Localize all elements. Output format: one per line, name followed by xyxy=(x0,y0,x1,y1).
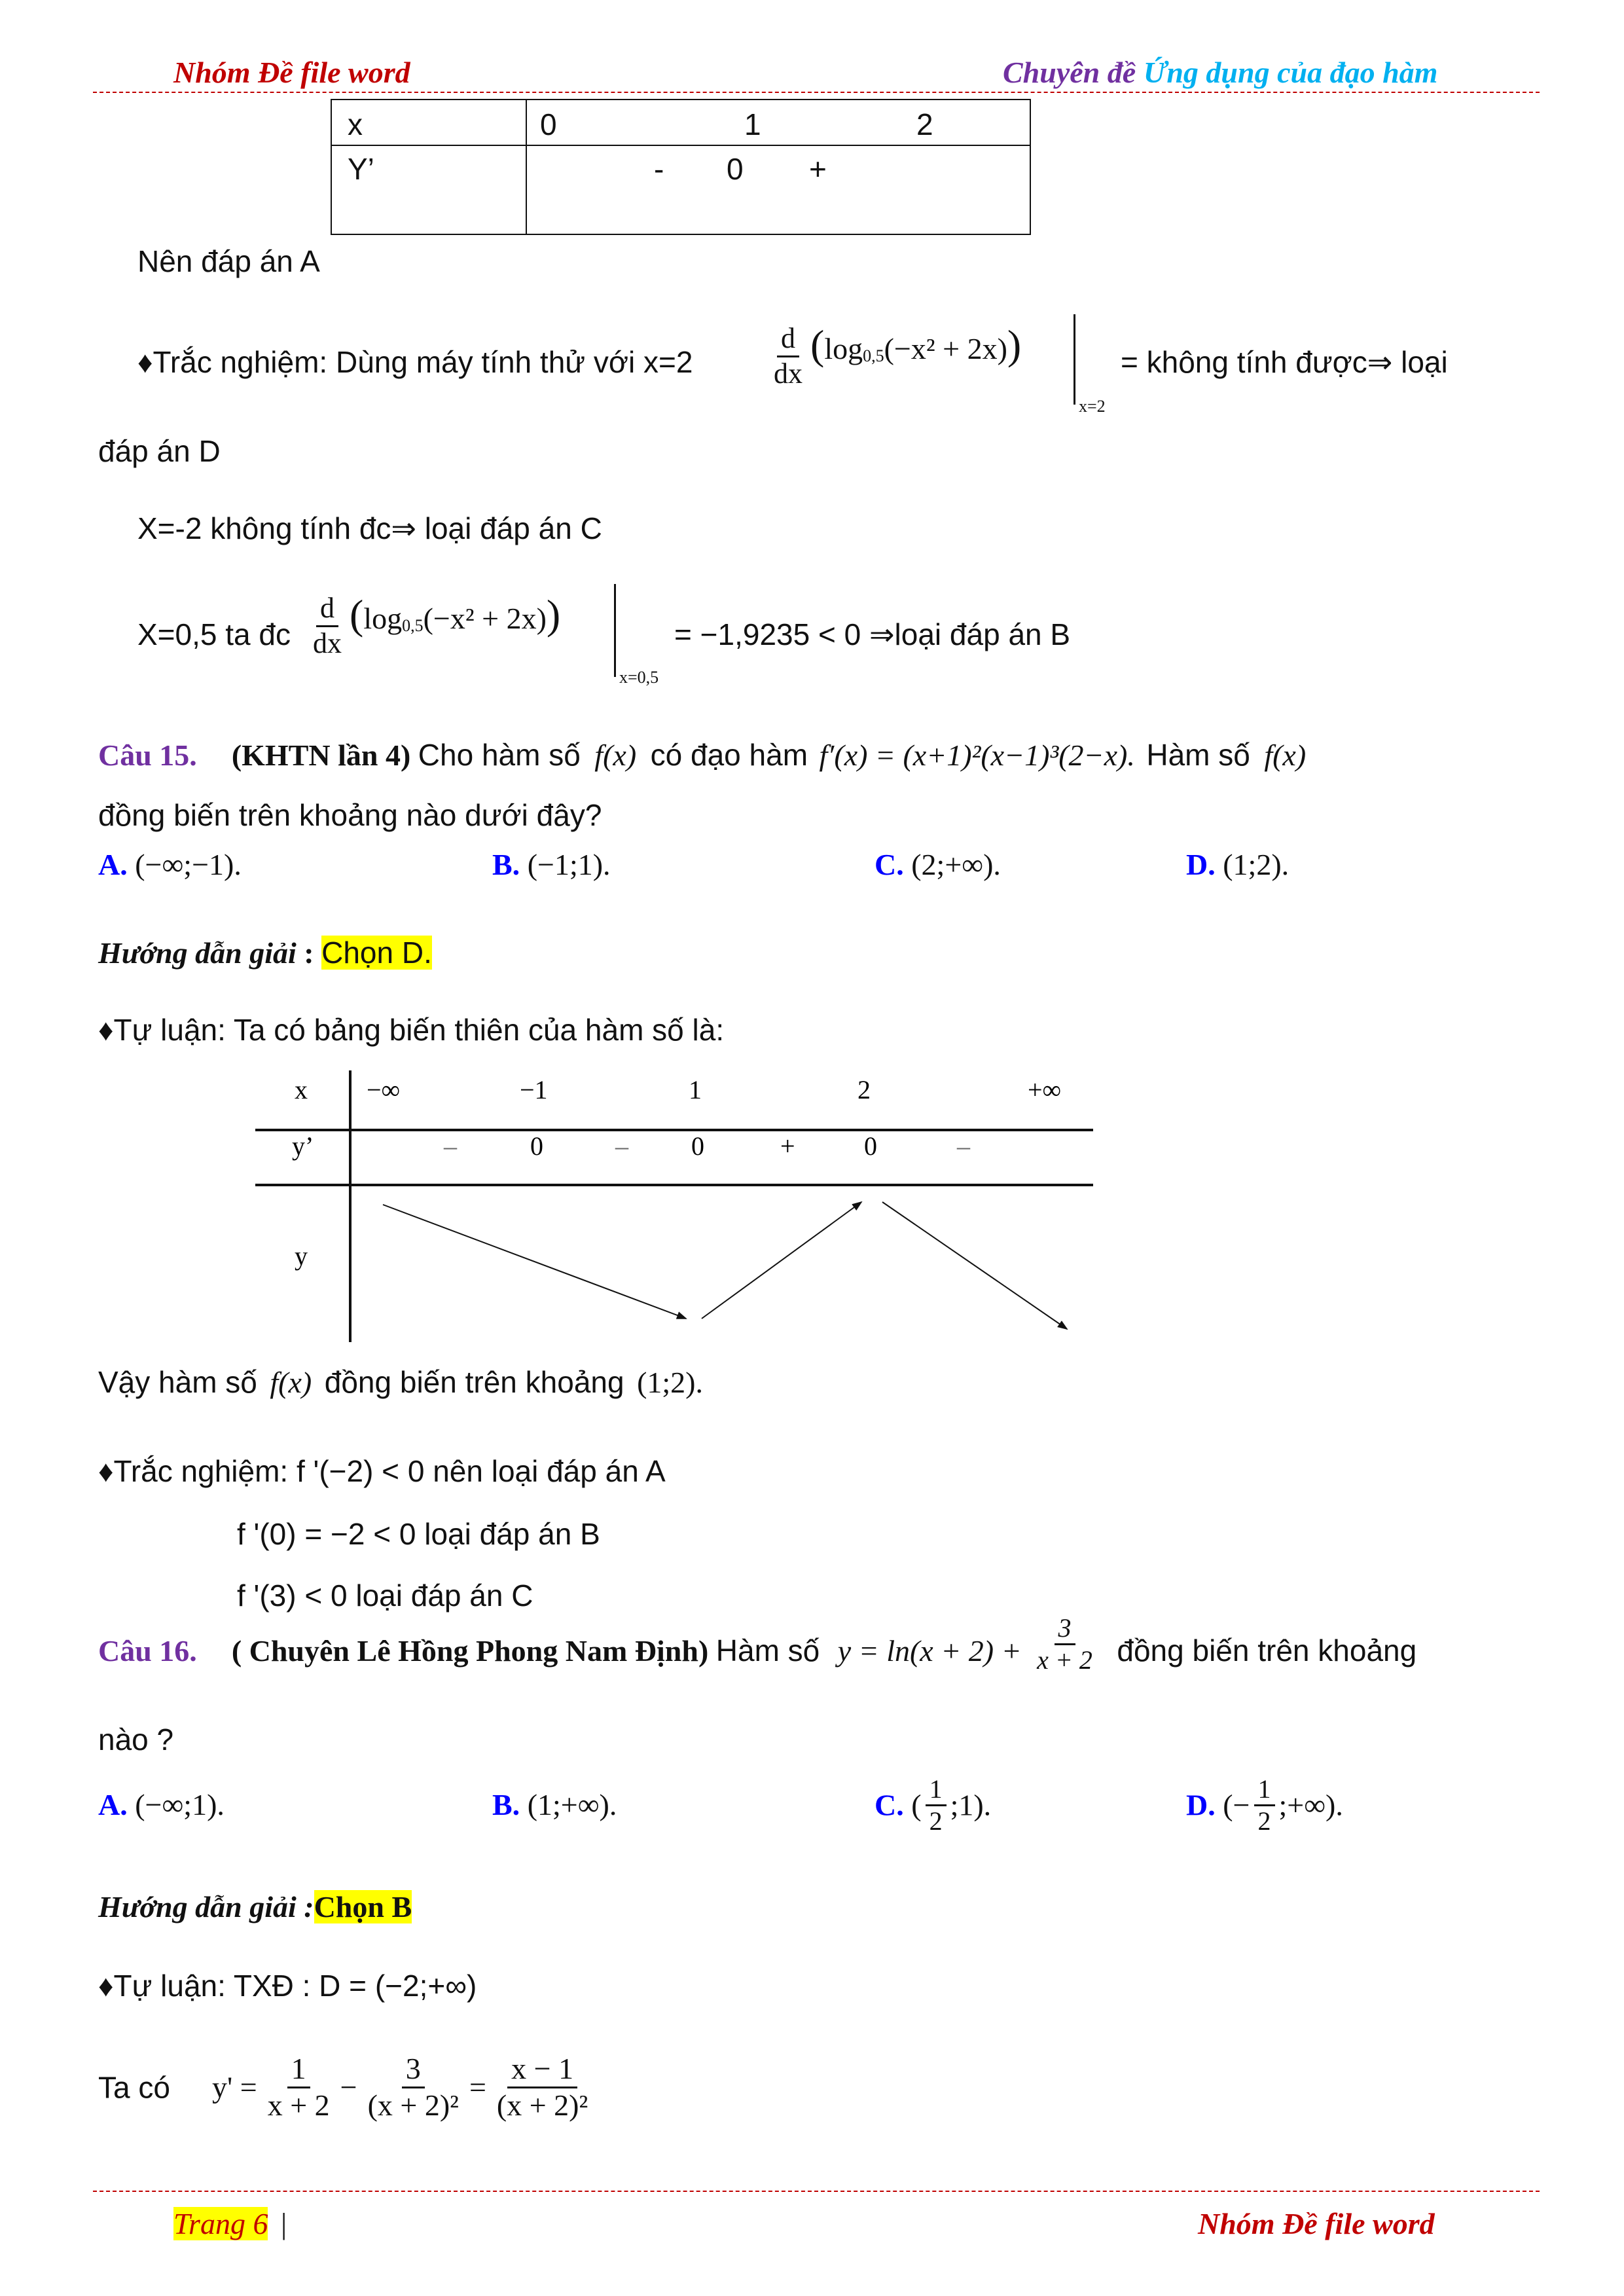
table-sign: 0 xyxy=(727,152,744,186)
derivative-formula-16: Ta có y' = $\frac{1}{x + 2}$ − $\frac{3}{\text{(x + 2)²}}$ = $\frac{x - 1}{\text{(x + 2)²}}$ xyxy=(98,2052,588,2122)
tn-15-line-1: ♦Trắc nghiệm: f '(−2) < 0 nên loại đáp án A xyxy=(98,1454,666,1488)
tuluan-15: ♦Tự luận: Ta có bảng biến thiên của hàm số là: xyxy=(98,1013,725,1047)
tn-continuation: đáp án D xyxy=(98,434,221,468)
guide-15: Hướng dẫn giải : Chọn D. xyxy=(98,936,432,970)
decreasing-arrow xyxy=(383,1205,686,1319)
derivative-expression-2: $\frac{d}{dx}$ $(\log_{0,5}(-x^2 + 2x))$ xyxy=(313,591,561,659)
footer-divider xyxy=(93,2191,1540,2192)
option-a[interactable]: A. (−∞;1). xyxy=(98,1788,225,1821)
bbt-sign: 0 xyxy=(691,1131,704,1161)
table-x-value: 1 xyxy=(744,107,761,141)
option-b[interactable]: B. (1;+∞). xyxy=(492,1788,617,1821)
guide-16: Hướng dẫn giải :Chọn B xyxy=(98,1890,412,1923)
tn-line-3-result: = −1,9235 < 0 ⇒loại đáp án B xyxy=(674,617,1071,651)
question-16-header: Câu 16. ( Chuyên Lê Hồng Phong Nam Định) Hàm số y = ln(x + 2) + $\frac{3}{x + 2}$ đồng biến trên khoảng xyxy=(98,1613,1417,1675)
table-x-value: 0 xyxy=(540,107,557,141)
footer-right: Nhóm Đề file word xyxy=(1198,2207,1435,2240)
header-right-highlight: Ứng dụng của đạo hàm xyxy=(1143,56,1438,89)
bbt-x-label: x xyxy=(295,1075,308,1104)
bbt-x-value: −∞ xyxy=(367,1075,401,1104)
footer-left: Trang 6 | xyxy=(173,2207,287,2240)
conclusion-a: Nên đáp án A xyxy=(137,244,320,278)
tuluan-16: ♦Tự luận: TXĐ : D = (−2;+∞) xyxy=(98,1969,477,2003)
option-d[interactable]: D. (1;2). xyxy=(1186,848,1290,881)
tn-15-line-2: f '(0) = −2 < 0 loại đáp án B xyxy=(237,1517,600,1551)
question-number: Câu 15. xyxy=(98,738,197,772)
bbt-sign: 0 xyxy=(530,1131,543,1161)
header-divider xyxy=(93,92,1540,93)
derivative-expression-1: $\frac{d}{dx}$ $(\log_{0,5}(-x^2 + 2x))$ xyxy=(774,321,1022,390)
table-sign: - xyxy=(654,152,664,186)
eval-subscript-2: x=0,5 xyxy=(619,668,659,687)
increasing-arrow xyxy=(702,1202,861,1319)
option-d[interactable]: D. (− $\frac{1}{2}$ ;+∞). xyxy=(1186,1774,1343,1836)
header-left: Nhóm Đề file word xyxy=(173,56,410,89)
tn-15-line-3: f '(3) < 0 loại đáp án C xyxy=(237,1578,533,1613)
eval-subscript-1: x=2 xyxy=(1079,397,1106,416)
bbt-sign: – xyxy=(957,1131,970,1161)
option-a[interactable]: A. (−∞;−1). xyxy=(98,848,242,881)
eval-bar-1 xyxy=(1074,314,1075,405)
tn-line-3-prefix: X=0,5 ta đc xyxy=(137,617,291,651)
bbt-x-value: 1 xyxy=(689,1075,702,1104)
decreasing-arrow xyxy=(882,1202,1067,1329)
tn-prefix: ♦Trắc nghiệm: Dùng máy tính thử với x=2 xyxy=(137,345,693,379)
table-x-label: x xyxy=(348,107,363,141)
question-15-header: Câu 15. (KHTN lần 4) Cho hàm số f(x) có đạo hàm f′(x) = (x+1)²(x−1)³(2−x). Hàm số f(x) xyxy=(98,738,1307,772)
bbt-y-label: y xyxy=(295,1241,308,1271)
question-16-text: nào ? xyxy=(98,1722,174,1757)
bbt-x-value: −1 xyxy=(520,1075,548,1104)
tn-line-2: X=-2 không tính đc⇒ loại đáp án C xyxy=(137,511,602,545)
page-number: Trang 6 xyxy=(173,2207,268,2240)
bbt-x-value: 2 xyxy=(857,1075,871,1104)
header-right-prefix: Chuyên đề xyxy=(1003,56,1144,89)
answer-highlight: Chọn B xyxy=(314,1890,412,1923)
tn-result: = không tính được⇒ loại xyxy=(1121,345,1448,379)
option-b[interactable]: B. (−1;1). xyxy=(492,848,611,881)
question-source: (KHTN lần 4) xyxy=(231,738,411,772)
header-right xyxy=(1003,55,1437,90)
table-y-label: Y’ xyxy=(348,152,374,186)
table-x-value: 2 xyxy=(916,107,933,141)
conclusion-15: Vậy hàm số f(x) đồng biến trên khoảng (1;2). xyxy=(98,1365,703,1399)
answer-highlight: Chọn D. xyxy=(321,936,432,970)
eval-bar-2 xyxy=(614,584,616,677)
bbt-yp-label: y’ xyxy=(292,1131,314,1161)
bbt-sign: – xyxy=(615,1131,628,1161)
table-sign: + xyxy=(809,152,827,186)
bbt-sign: + xyxy=(780,1131,795,1161)
option-c[interactable]: C. (2;+∞). xyxy=(875,848,1001,881)
bbt-sign: – xyxy=(444,1131,457,1161)
variation-table xyxy=(249,1067,1106,1349)
sign-table xyxy=(331,99,1031,235)
bbt-x-value: +∞ xyxy=(1028,1075,1062,1104)
option-c[interactable]: C. ( $\frac{1}{2}$ ;1). xyxy=(875,1774,992,1836)
bbt-sign: 0 xyxy=(864,1131,877,1161)
question-15-text: đồng biến trên khoảng nào dưới đây? xyxy=(98,798,602,832)
